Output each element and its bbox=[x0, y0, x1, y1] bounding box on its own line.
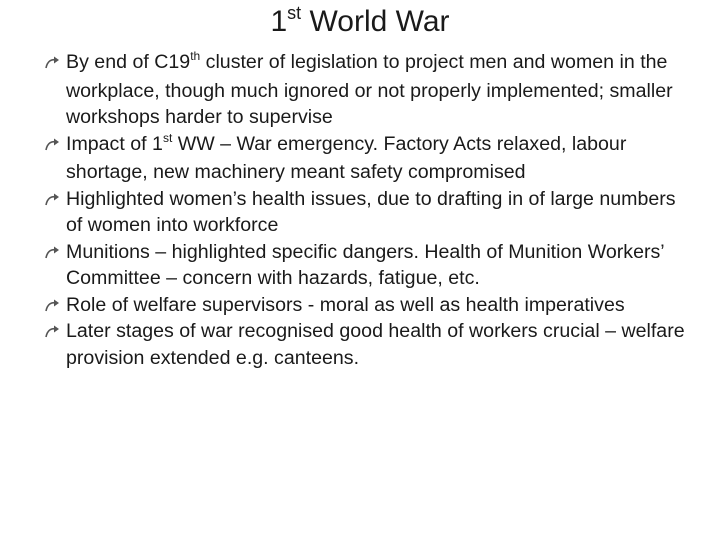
bullet-superscript: th bbox=[190, 49, 201, 63]
title-text-rest: World War bbox=[301, 5, 450, 38]
bullet-text: Impact of 1 bbox=[66, 132, 163, 155]
curved-arrow-bullet-icon bbox=[43, 49, 65, 75]
bullet-list bbox=[40, 49, 690, 371]
bullet-item bbox=[40, 318, 690, 371]
bullet-text: Role of welfare supervisors - moral as well as health imperatives bbox=[66, 293, 625, 316]
curved-arrow-bullet-icon bbox=[43, 131, 65, 157]
title-superscript: st bbox=[287, 3, 302, 23]
curved-arrow-bullet-icon bbox=[43, 186, 65, 212]
bullet-item bbox=[40, 49, 690, 131]
title-text: 1 bbox=[270, 5, 288, 38]
bullet-item bbox=[40, 239, 690, 292]
slide-title bbox=[0, 4, 720, 43]
bullet-item bbox=[40, 186, 690, 239]
bullet-item bbox=[40, 292, 690, 319]
curved-arrow-bullet-icon bbox=[43, 292, 65, 318]
bullet-superscript: st bbox=[162, 130, 173, 145]
curved-arrow-bullet-icon bbox=[43, 318, 65, 344]
bullet-text-rest: cluster of legislation to project men and women in the workplace, though much ignored or not properly implemented; smaller workshops harder to supervise bbox=[66, 51, 673, 128]
bullet-text: Later stages of war recognised good health of workers crucial – welfare provision extended e.g. canteens. bbox=[66, 320, 685, 369]
bullet-text-rest: WW – War emergency. Factory Acts relaxed, labour shortage, new machinery meant safety compromised bbox=[66, 132, 627, 183]
curved-arrow-bullet-icon bbox=[43, 239, 65, 265]
bullet-text: Munitions – highlighted specific dangers. Health of Munition Workers’ Committee – concern with hazards, fatigue, etc. bbox=[66, 240, 664, 289]
bullet-item bbox=[40, 131, 690, 186]
bullet-text: By end of C19 bbox=[66, 51, 191, 73]
bullet-text: Highlighted women’s health issues, due to drafting in of large numbers of women into workforce bbox=[66, 187, 676, 236]
